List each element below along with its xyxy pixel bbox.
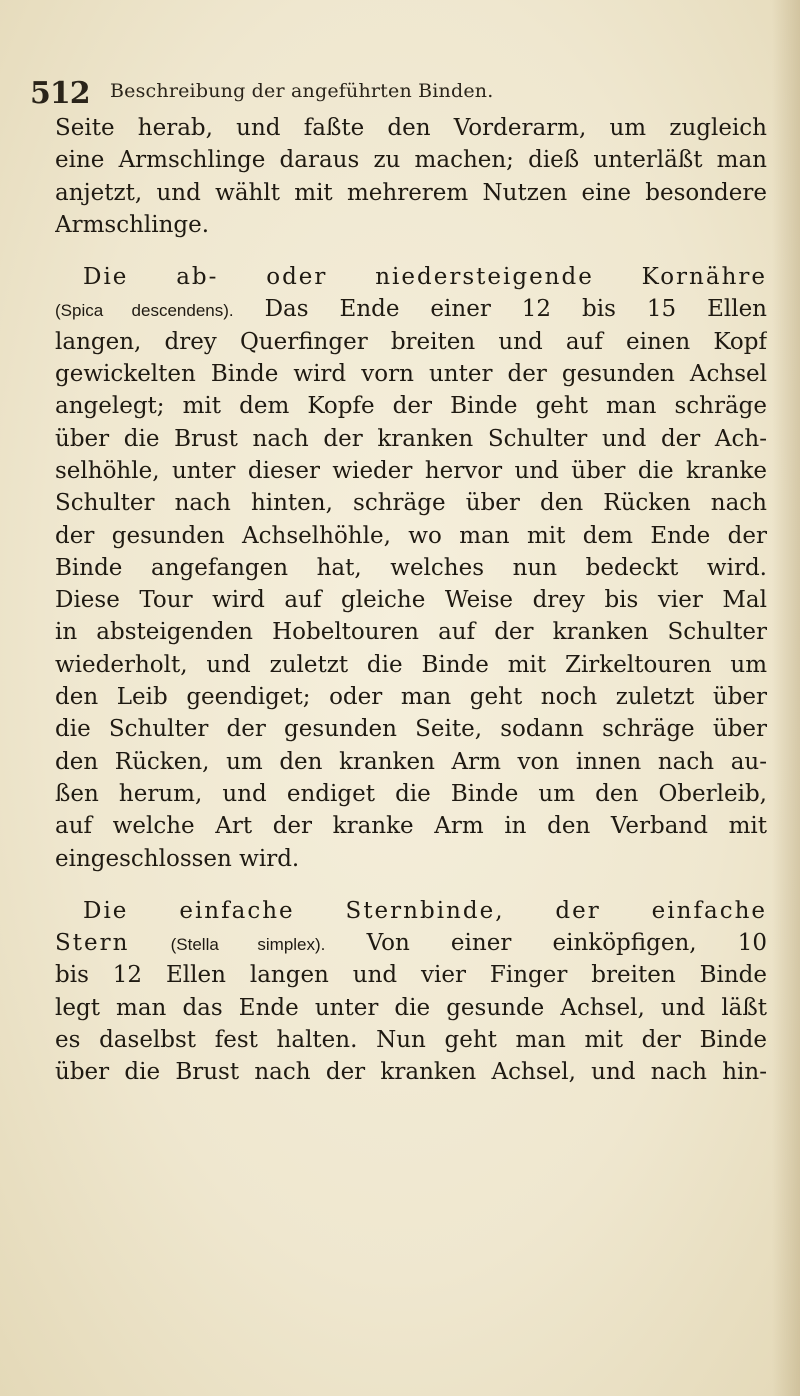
text-line: auf welche Art der kranke Arm in den Verband mit — [55, 813, 767, 840]
text-line — [55, 293, 767, 325]
text-line: es daselbst fest halten. Nun geht man mit der Binde — [55, 1027, 767, 1054]
text-line: den Rücken, um den kranken Arm von innen nach au- — [55, 748, 767, 775]
text-line: der gesunden Achselhöhle, wo man mit dem Ende der — [55, 522, 767, 549]
latin-term: (Spica descendens). — [55, 301, 234, 321]
section-title: Die ab- oder niedersteigende Kornähre — [83, 264, 767, 291]
running-title: Beschreibung der angeführten Binden. — [110, 80, 494, 102]
text-line: in absteigenden Hobeltouren auf der kranken Schulter — [55, 619, 767, 646]
text-line: Schulter nach hinten, schräge über den Rücken nach — [55, 490, 767, 517]
text-line: Seite herab, und faßte den Vorderarm, um zugleich — [55, 115, 767, 141]
section-heading-line — [55, 895, 767, 927]
page-number: 512 — [30, 76, 90, 111]
text-line: angelegt; mit dem Kopfe der Binde geht man schräge — [55, 393, 767, 420]
text-line: eine Armschlinge daraus zu machen; dieß unterläßt man — [55, 147, 767, 174]
text-line: die Schulter der gesunden Seite, sodann schräge über — [55, 716, 767, 743]
section-title-cont: Stern — [55, 930, 130, 957]
text-segment: Von einer einköpfigen, 10 — [366, 930, 767, 957]
section-title: Die einfache Sternbinde, der einfache — [83, 897, 767, 924]
text-line: wiederholt, und zuletzt die Binde mit Zirkeltouren um — [55, 651, 767, 678]
text-line: eingeschlossen wird. — [55, 845, 300, 872]
text-line: über die Brust nach der kranken Schulter und der Ach- — [55, 425, 767, 452]
text-line: über die Brust nach der kranken Achsel, und nach hin- — [55, 1059, 767, 1086]
text-line: Binde angefangen hat, welches nun bedeckt wird. — [55, 554, 767, 581]
text-line: gewickelten Binde wird vorn unter der gesunden Achsel — [55, 361, 767, 388]
text-line: Diese Tour wird auf gleiche Weise drey bis vier Mal — [55, 587, 767, 614]
page-edge-shadow — [772, 0, 800, 1396]
body-text — [55, 112, 767, 1089]
text-line: langen, drey Querfinger breiten und auf einen Kopf — [55, 328, 767, 355]
text-line: legt man das Ende unter die gesunde Achsel, und läßt — [55, 994, 767, 1021]
text-line: Armschlinge. — [55, 211, 210, 238]
text-line: den Leib geendiget; oder man geht noch zuletzt über — [55, 684, 767, 711]
text-line: anjetzt, und wählt mit mehrerem Nutzen eine besondere — [55, 179, 767, 206]
page-header — [30, 70, 770, 110]
text-line: selhöhle, unter dieser wieder hervor und über die kranke — [55, 457, 767, 484]
text-line: ßen herum, und endiget die Binde um den Oberleib, — [55, 780, 767, 807]
text-segment: Das Ende einer 12 bis 15 Ellen — [264, 296, 767, 323]
text-line: bis 12 Ellen langen und vier Finger breiten Binde — [55, 962, 767, 989]
section-heading-line — [55, 261, 767, 293]
latin-term: (Stella simplex). — [170, 935, 326, 955]
text-line — [55, 927, 767, 959]
